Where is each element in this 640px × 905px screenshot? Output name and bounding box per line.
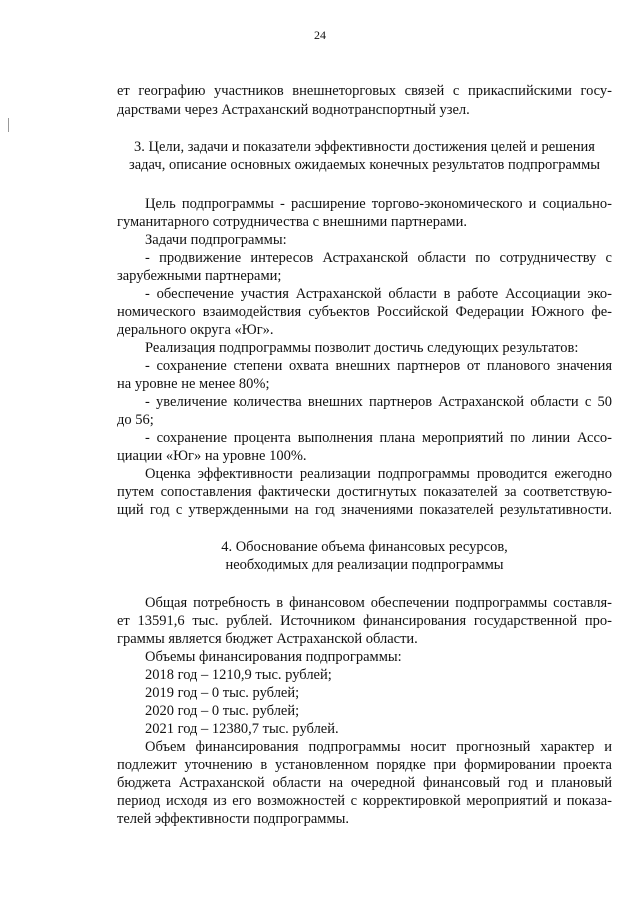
text-line: Объемы финансирования подпрограммы: (145, 649, 402, 665)
text-line: путем сопоставления фактически достигнутых показателей за соответствую- (117, 484, 612, 500)
text-line: - обеспечение участия Астраханской области в работе Ассоциации эко- (145, 286, 612, 302)
text-line: - сохранение степени охвата внешних партнеров от планового значения (145, 358, 612, 374)
text-line: зарубежными партнерами; (117, 268, 282, 284)
section-heading-4-line: необходимых для реализации подпрограммы (225, 557, 504, 573)
text-line: подлежит уточнению в установленном порядке при формировании проекта (117, 757, 612, 773)
text-line: телей эффективности подпрограммы. (117, 811, 350, 827)
text-line: - сохранение процента выполнения плана мероприятий по линии Ассо- (145, 430, 612, 446)
text-line: щий год с утвержденными на год значениями показателей результативности. (117, 502, 612, 518)
page-number: 24 (314, 28, 326, 42)
text-line: Реализация подпрограммы позволит достичь следующих результатов: (145, 340, 579, 356)
text-line: бюджета Астраханской области на очередной финансовый год и плановый (117, 775, 612, 791)
text-line: - продвижение интересов Астраханской области по сотрудничеству с (145, 250, 612, 266)
financing-year-line: 2018 год – 1210,9 тыс. рублей; (145, 667, 332, 683)
text-line: Цель подпрограммы - расширение торгово-экономического и социально- (145, 196, 612, 212)
section-heading-3-line: задач, описание основных ожидаемых конечных результатов подпрограммы (129, 157, 600, 173)
text-line: Задачи подпрограммы: (145, 232, 287, 248)
text-line: гуманитарного сотрудничества с внешними партнерами. (117, 214, 467, 230)
financing-year-line: 2021 год – 12380,7 тыс. рублей. (145, 721, 339, 737)
financing-year-line: 2019 год – 0 тыс. рублей; (145, 685, 300, 701)
financing-year-line: 2020 год – 0 тыс. рублей; (145, 703, 300, 719)
text-line: номического взаимодействия субъектов Российской Федерации Южного фе- (117, 304, 612, 320)
text-line: период исходя из его возможностей с корректировкой мероприятий и показа- (117, 793, 612, 809)
section-heading-3-line: 3. Цели, задачи и показатели эффективности достижения целей и решения (134, 139, 595, 155)
text-line: до 56; (117, 412, 154, 428)
scan-margin-mark (8, 118, 9, 132)
text-line: ет географию участников внешнеторговых связей с прикаспийскими госу- (117, 83, 612, 99)
text-line: циации «Юг» на уровне 100%. (117, 448, 307, 464)
text-line: на уровне не менее 80%; (117, 376, 270, 392)
text-line: - увеличение количества внешних партнеров Астраханской области с 50 (145, 394, 612, 410)
section-heading-4-line: 4. Обоснование объема финансовых ресурсов, (221, 539, 508, 555)
text-line: дарствами через Астраханский воднотранспортный узел. (117, 102, 470, 118)
text-line: ет 13591,6 тыс. рублей. Источником финансирования государственной про- (117, 613, 612, 629)
text-line: дерального округа «Юг». (117, 322, 274, 338)
text-line: Объем финансирования подпрограммы носит прогнозный характер и (145, 739, 612, 755)
text-line: Общая потребность в финансовом обеспечении подпрограммы составля- (145, 595, 612, 611)
text-line: Оценка эффективности реализации подпрограммы проводится ежегодно (145, 466, 612, 482)
text-line: граммы является бюджет Астраханской области. (117, 631, 418, 647)
